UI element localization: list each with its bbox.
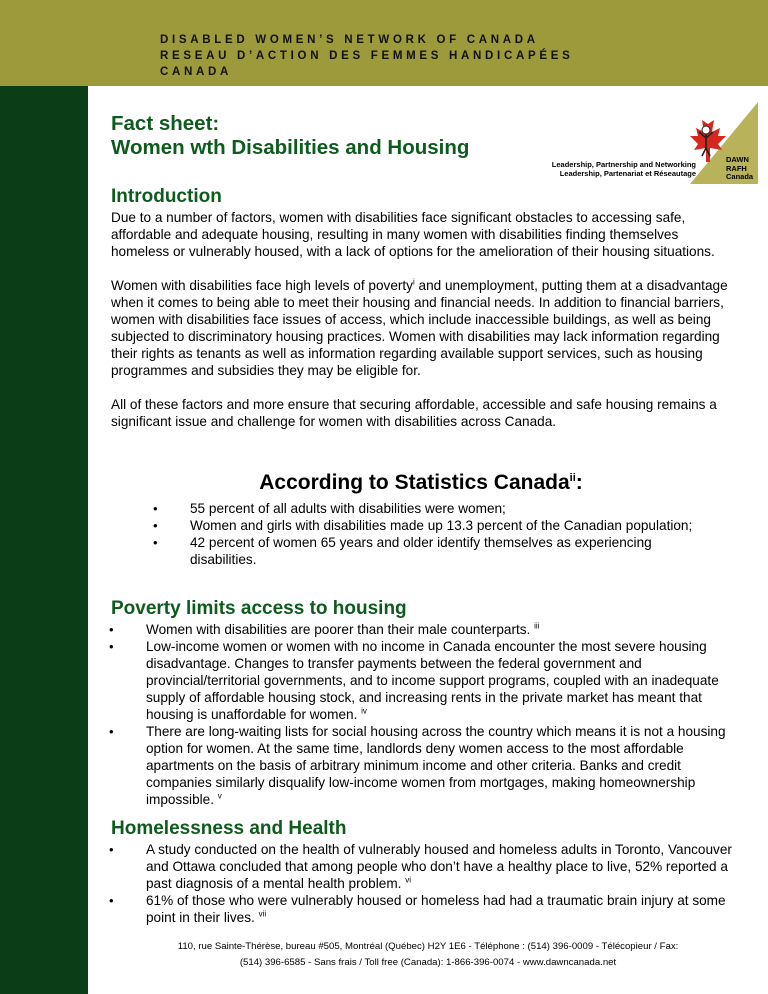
left-sidebar-band — [0, 86, 88, 994]
intro-paragraph-2: Women with disabilities face high levels of poverty$^i$ and unemployment, putting them at a disadvantage when it comes to being able to meet their housing and financial needs. In addition to financial barriers, women with disabilities face issues of access, which include inaccessible buildings, as well as being subjected to discriminatory housing practices. Women with disabilities may lack information regarding their rights as tenants as well as information regarding available support services, such as housing programmes and subsidies they may be eligible for. — [111, 277, 728, 378]
health-heading: Homelessness and Health — [111, 818, 347, 839]
statistics-list — [190, 500, 710, 568]
poverty-list — [146, 621, 736, 808]
health-section — [111, 818, 731, 840]
list-item: • A study conducted on the health of vulnerably housed and homeless adults in Toronto, Vancouver and Ottawa concluded that among people who don’t have a healthy place to live, 52% reported a past diagnosis of a mental health problem. $^{vi}$ — [146, 841, 736, 892]
list-item: • There are long-waiting lists for social housing across the country which means it is not a housing option for women. At the same time, landlords deny women access to the most affordable apartments on the basis of arbitrary minimum income and other criteria. Banks and credit companies similarly disqualify low-income women from mortgages, making homeownership impossible. $^v$ — [146, 723, 736, 808]
statistics-heading: According to Statistics Canada$^{ii}$: — [259, 471, 583, 494]
logo-tagline: Leadership, Partnership and Networking Leadership, Partenariat et Réseautage — [551, 160, 696, 178]
footer-address: 110, rue Sainte-Thérèse, bureau #505, Montréal (Québec) H2Y 1E6 - Téléphone : (514) 396-0009 - Télécopieur / Fax: (514) 396-6585 - Sans frais / Toll free (Canada): 1-866-396-0074 - www.dawncanada.net — [177, 941, 679, 968]
org-name-en: DISABLED WOMEN’S NETWORK OF CANADA — [160, 34, 539, 46]
footnote-marker: i — [412, 277, 415, 287]
intro-paragraph-3: All of these factors and more ensure that securing affordable, accessible and safe housing remains a significant issue and challenge for women with disabilities across Canada. — [111, 397, 717, 429]
poverty-heading: Poverty limits access to housing — [111, 598, 407, 619]
logo-acronym: DAWN RAFH Canada — [726, 155, 754, 181]
list-item: • Low-income women or women with no income in Canada encounter the most severe housing disadvantage. Changes to transfer payments between the federal government and provincial/territorial governments, and to income support programs, coupled with an inadequate supply of affordable housing stock, and increasing rents in the private market has meant that housing is unaffordable for women. $^{iv}$ — [146, 638, 736, 723]
list-item: • 61% of those who were vulnerably housed or homeless had had a traumatic brain injury at some point in their lives. $^{vii}$ — [146, 892, 736, 926]
list-item: • Women with disabilities are poorer than their male counterparts. $^{iii}$ — [146, 621, 736, 638]
footnote-marker: iv — [361, 706, 367, 716]
page-title: Fact sheet: Women wth Disabilities and Housing — [111, 112, 470, 159]
footnote-marker: v — [217, 791, 222, 801]
footnote-marker: iii — [534, 621, 540, 631]
poverty-section — [111, 598, 731, 620]
org-name-fr: RESEAU D’ACTION DES FEMMES HANDICAPÉES — [160, 50, 574, 62]
dawn-logo — [551, 102, 758, 184]
introduction-heading: Introduction — [111, 186, 222, 207]
list-item: • 42 percent of women 65 years and older identify themselves as experiencing disabilities. — [190, 534, 710, 568]
introduction-section — [111, 186, 731, 430]
org-name-country: CANADA — [160, 66, 233, 78]
intro-paragraph-1: Due to a number of factors, women with disabilities face significant obstacles to accessing safe, affordable and adequate housing, resulting in many women with disabilities finding themselves homeless or vulnerably housed, with a lack of options for the amelioration of their housing situations. — [111, 210, 715, 259]
list-item: • Women and girls with disabilities made up 13.3 percent of the Canadian population; — [190, 517, 710, 534]
health-list — [146, 841, 736, 926]
footnote-marker: ii — [569, 472, 576, 484]
footnote-marker: vi — [405, 875, 411, 885]
list-item: • 55 percent of all adults with disabilities were women; — [190, 500, 710, 517]
header-banner — [0, 0, 768, 86]
footnote-marker: vii — [258, 909, 267, 919]
